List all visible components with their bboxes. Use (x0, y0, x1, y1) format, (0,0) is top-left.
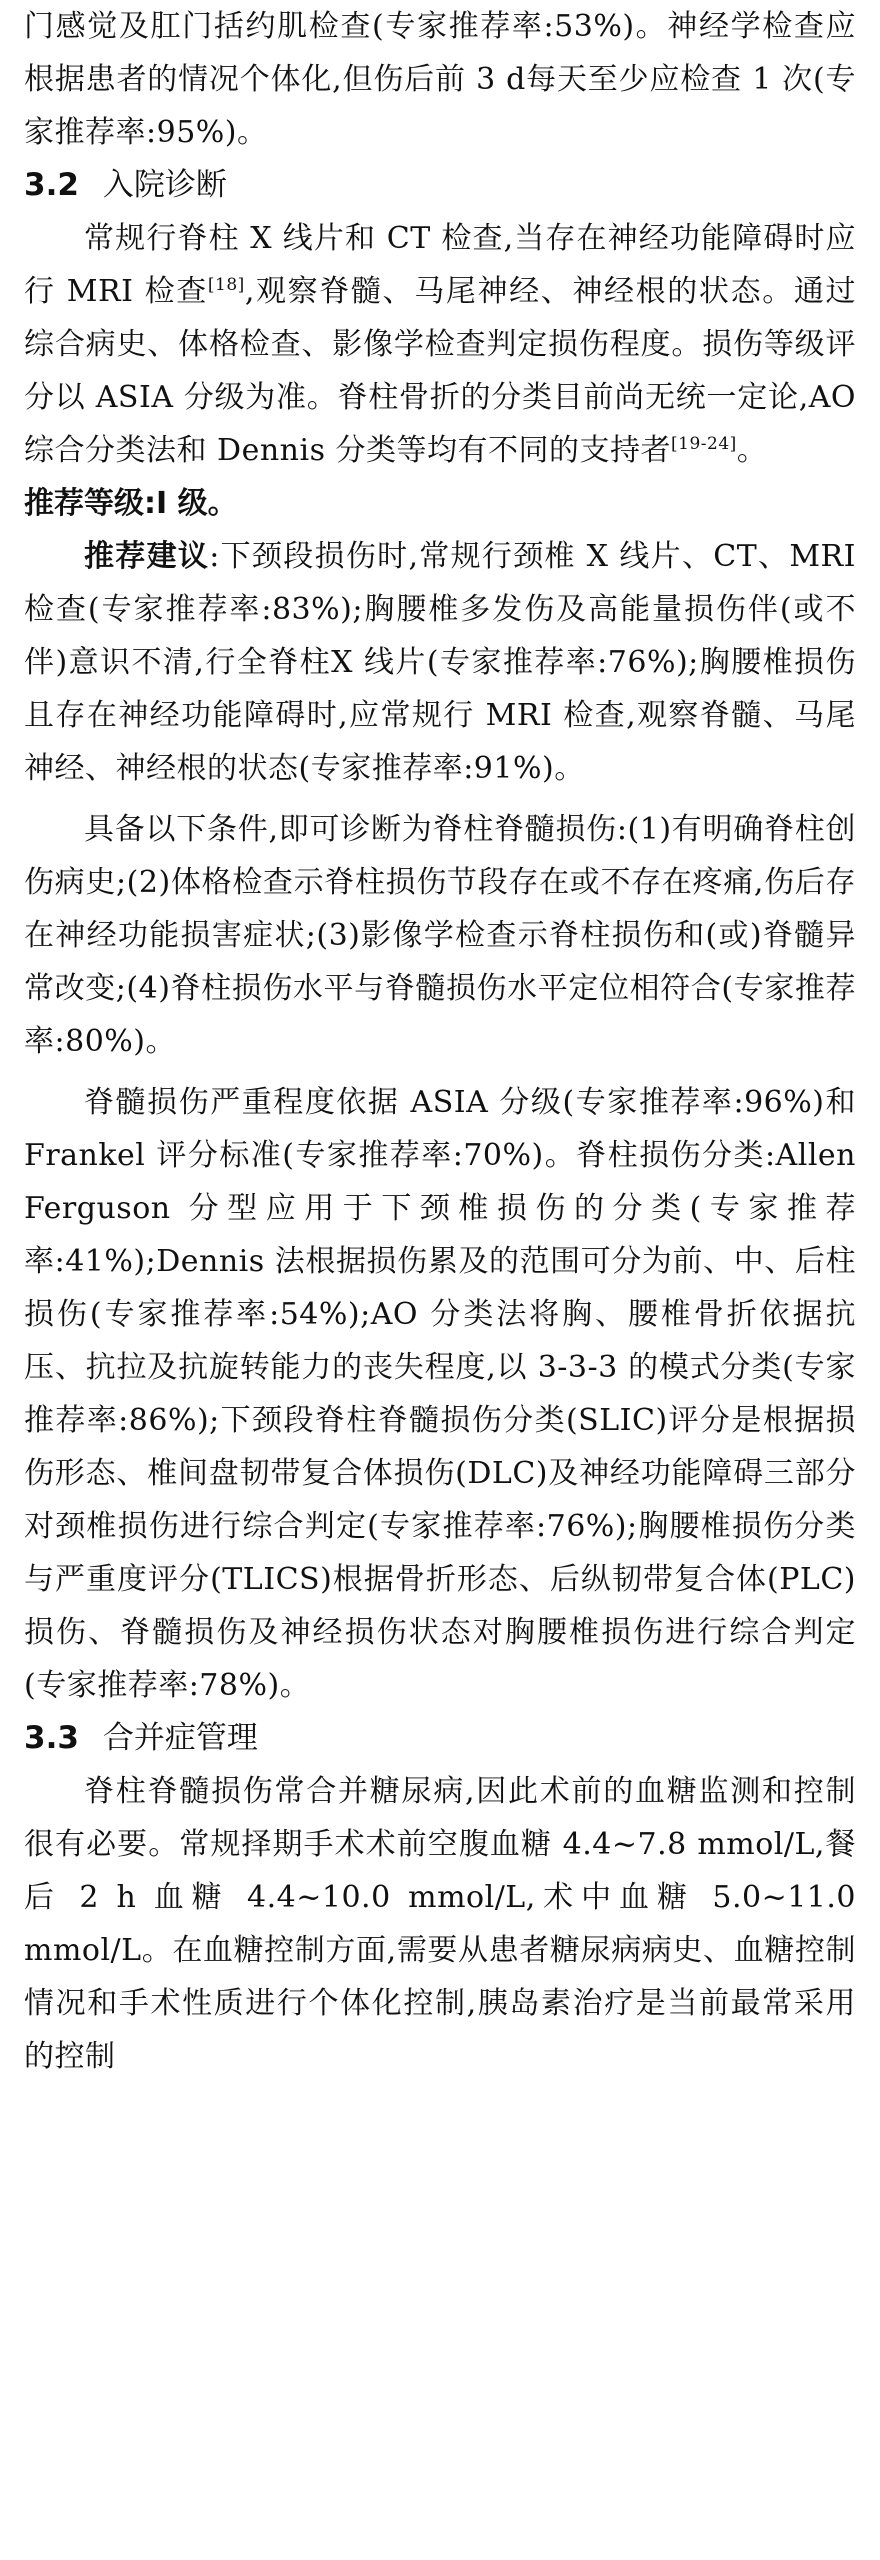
paragraph-gap (24, 795, 856, 803)
paragraph-text: 常规行脊柱 X 线片和 CT 检查,当存在神经功能障碍时应行 MRI 检查 (24, 221, 856, 309)
section-heading-3-3 (24, 1712, 856, 1765)
classification-paragraph: 脊髓损伤严重程度依据 ASIA 分级(专家推荐率:96%)和 Frankel 评分标准(专家推荐率:70%)。脊柱损伤分类:Allen Ferguson 分型应用于下颈椎损伤的分类(专家推荐率:41%);Dennis 法根据损伤累及的范围可分为前、中、后柱损伤(专家推荐率:54%);AO 分类法将胸、腰椎骨折依据抗压、抗拉及抗旋转能力的丧失程度,以 3-3-3 的模式分类(专家推荐率:86%);下颈段脊柱脊髓损伤分类(SLIC)评分是根据损伤形态、椎间盘韧带复合体损伤(DLC)及神经功能障碍三部分对颈椎损伤进行综合判定(专家推荐率:76%);胸腰椎损伤分类与严重度评分(TLICS)根据骨折形态、后纵韧带复合体(PLC)损伤、脊髓损伤及神经损伤状态对胸腰椎损伤进行综合判定(专家推荐率:78%)。 (24, 1085, 856, 1703)
section-heading-3-2 (24, 159, 856, 212)
section-number: 3.3 (24, 1720, 79, 1756)
paragraph-gap (24, 1068, 856, 1076)
section-title: 合并症管理 (102, 1720, 258, 1756)
paragraph-text: ,观察脊髓、马尾神经、神经根的状态。通过综合病史、体格检查、影像学检查判定损伤程度。损伤等级评分以 ASIA 分级为准。脊柱骨折的分类目前尚无统一定论,AO 综合分类法和 Dennis 分类等均有不同的支持者 (24, 274, 856, 468)
citation-ref: [19-24] (671, 434, 737, 454)
section-number: 3.2 (24, 167, 79, 203)
recommendation-text: :下颈段损伤时,常规行颈椎 X 线片、CT、MRI 检查(专家推荐率:83%);胸腰椎多发伤及高能量损伤伴(或不伴)意识不清,行全脊柱X 线片(专家推荐率:76%);胸腰椎损伤且存在神经功能障碍时,应常规行 MRI 检查,观察脊髓、马尾神经、神经根的状态(专家推荐率:91%)。 (24, 539, 856, 786)
intro-paragraph: 门感觉及肛门括约肌检查(专家推荐率:53%)。神经学检查应根据患者的情况个体化,但伤后前 3 d每天至少应检查 1 次(专家推荐率:95%)。 (24, 9, 856, 150)
recommendation-label: 推荐建议 (84, 539, 210, 574)
section-title: 入院诊断 (102, 167, 227, 203)
citation-ref: [18] (207, 275, 245, 295)
paragraph-text: 。 (736, 433, 768, 468)
section-3-3-paragraph-1: 脊柱脊髓损伤常合并糖尿病,因此术前的血糖监测和控制很有必要。常规择期手术术前空腹血糖 4.4~7.8 mmol/L,餐后 2 h 血糖 4.4~10.0 mmol/L,术中血糖 5.0~11.0 mmol/L。在血糖控制方面,需要从患者糖尿病病史、血糖控制情况和手术性质进行个体化控制,胰岛素治疗是当前最常采用的控制 (24, 1774, 856, 2074)
diagnosis-criteria-paragraph: 具备以下条件,即可诊断为脊柱脊髓损伤:(1)有明确脊柱创伤病史;(2)体格检查示脊柱损伤节段存在或不存在疼痛,伤后存在神经功能损害症状;(3)影像学检查示脊柱损伤和(或)脊髓异常改变;(4)脊柱损伤水平与脊髓损伤水平定位相符合(专家推荐率:80%)。 (24, 812, 856, 1059)
recommendation-grade: 推荐等级:I 级。 (24, 486, 238, 521)
recommendation-paragraph (24, 530, 856, 795)
document-page (24, 0, 856, 2083)
section-3-2-paragraph-1 (24, 212, 856, 477)
